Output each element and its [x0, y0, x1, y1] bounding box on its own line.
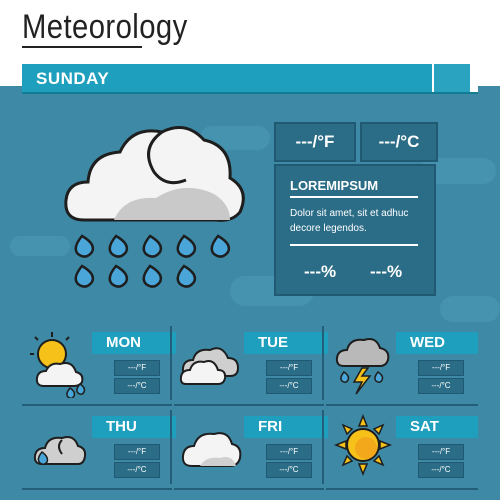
- forecast-grid: [22, 322, 478, 494]
- forecast-day-label: WED: [396, 332, 478, 354]
- forecast-cell-sat: [326, 406, 478, 490]
- storm-icon: [332, 328, 392, 396]
- background-cloud: [440, 296, 500, 322]
- cell-divider: [170, 410, 172, 484]
- cell-divider: [322, 410, 324, 484]
- precipitation-percent: ---%: [304, 262, 337, 281]
- humidity-percent: ---%: [370, 262, 403, 281]
- info-card: [274, 164, 436, 296]
- forecast-temp-c: ---/°C: [418, 462, 464, 478]
- app-title: Meteorology: [22, 8, 188, 46]
- forecast-temp-c: ---/°C: [266, 462, 312, 478]
- forecast-temp-f: ---/°F: [418, 444, 464, 460]
- forecast-temp-f: ---/°F: [114, 360, 160, 376]
- info-body: Dolor sit amet, sit et adhuc decore legendos.: [290, 208, 409, 234]
- sun-icon: [332, 412, 394, 478]
- forecast-temp-f: ---/°F: [418, 360, 464, 376]
- forecast-day-label: TUE: [244, 332, 328, 354]
- cell-divider: [322, 326, 324, 400]
- forecast-temp-c: ---/°C: [114, 462, 160, 478]
- forecast-cell-wed: [326, 322, 478, 406]
- forecast-cell-mon: [22, 322, 172, 406]
- today-temp-f: ---/°F: [274, 122, 356, 162]
- forecast-day-label: SAT: [396, 416, 478, 438]
- forecast-cell-tue: [174, 322, 324, 406]
- forecast-day-label: FRI: [244, 416, 328, 438]
- sun-cloud-rain-icon: [28, 328, 88, 398]
- forecast-temp-f: ---/°F: [266, 444, 312, 460]
- forecast-temp-c: ---/°C: [114, 378, 160, 394]
- forecast-temp-c: ---/°C: [418, 378, 464, 394]
- rain-cloud-icon: [54, 108, 254, 298]
- today-bar: [22, 64, 478, 94]
- cell-divider: [170, 326, 172, 400]
- clouds-icon: [180, 328, 244, 388]
- forecast-day-label: MON: [92, 332, 176, 354]
- today-temp-c: ---/°C: [360, 122, 438, 162]
- title-underline: [22, 46, 142, 48]
- forecast-day-label: THU: [92, 416, 176, 438]
- forecast-cell-fri: [174, 406, 324, 490]
- forecast-cell-thu: [22, 406, 172, 490]
- forecast-temp-f: ---/°F: [114, 444, 160, 460]
- cloud-icon: [180, 412, 244, 472]
- drizzle-cloud-icon: [28, 412, 88, 478]
- info-divider: [290, 244, 418, 246]
- today-bar-tab-accent: [434, 64, 470, 92]
- today-day-label: SUNDAY: [36, 69, 110, 88]
- forecast-temp-c: ---/°C: [266, 378, 312, 394]
- info-title: LOREMIPSUM: [290, 178, 379, 193]
- info-divider: [290, 196, 418, 198]
- forecast-temp-f: ---/°F: [266, 360, 312, 376]
